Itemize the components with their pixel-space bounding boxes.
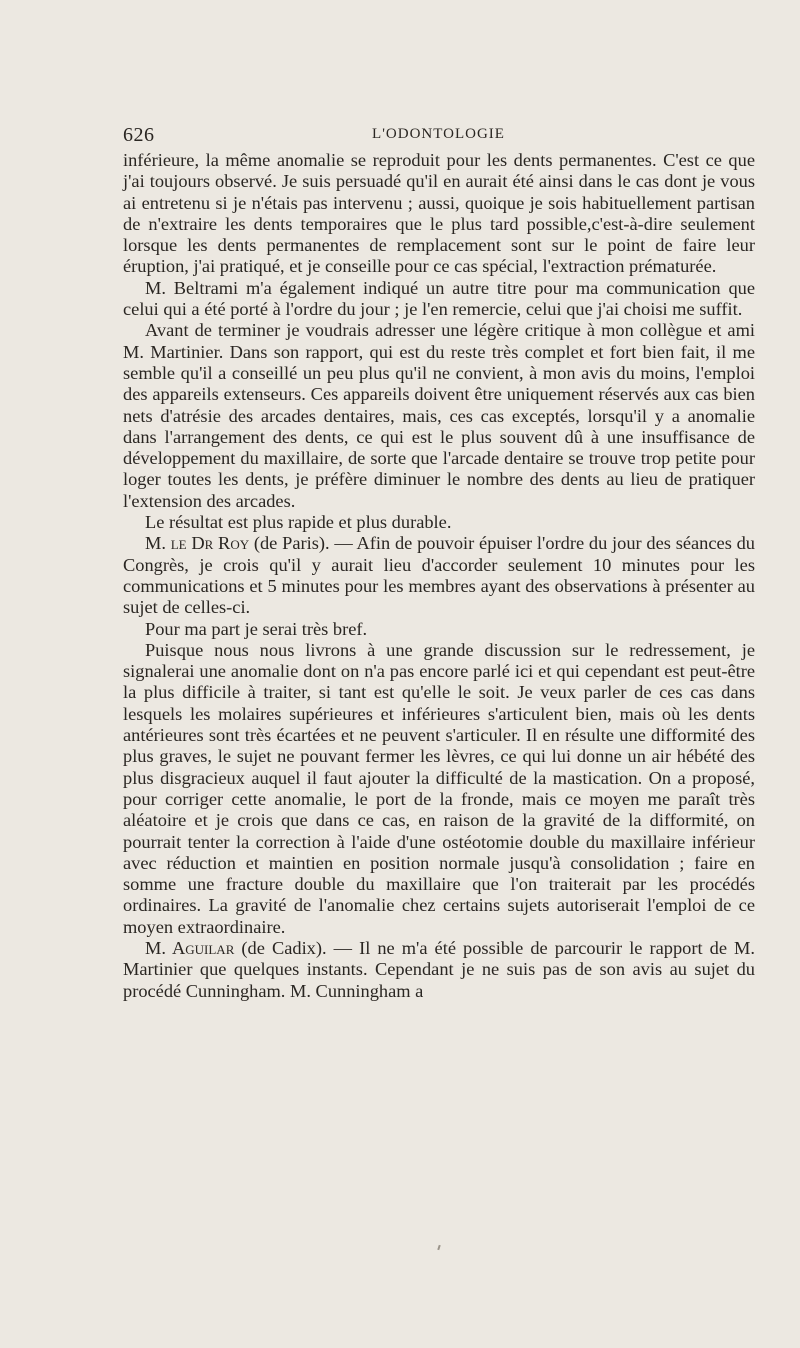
page-number: 626 — [123, 124, 155, 146]
paragraph — [123, 512, 755, 533]
paragraph — [123, 938, 755, 1002]
page-header — [123, 124, 754, 148]
paragraph-text: Le résultat est plus rapide et plus durable. — [145, 512, 452, 533]
paragraph — [123, 278, 755, 321]
paragraph-text: (de Paris). — Afin de pouvoir épuiser l'ordre du jour des séances du Congrès, je crois qu'il y aurait lieu d'accorder seulement 10 minutes pour les communications et 5 minutes pour les membres ayant des observations à présenter au sujet de celles-ci. — [123, 533, 755, 618]
paragraph-text: inférieure, la même anomalie se reproduit pour les dents permanentes. C'est ce que j'ai toujours observé. Je suis persuadé qu'il en aurait été ainsi dans le cas dont je vous ai entretenu si je n'étais pas intervenu ; aussi, quoique je sois habituellement partisan de n'extraire les dents temporaires que le plus tard possible,c'est-à-dire seulement lorsque les dents permanentes de remplacement sont sur le point de faire leur éruption, j'ai pratiqué, et je conseille pour ce cas spécial, l'extraction prématurée. — [123, 150, 755, 277]
paragraph — [123, 150, 755, 278]
paragraph-text: Avant de terminer je voudrais adresser une légère critique à mon collègue et ami M. Martinier. Dans son rapport, qui est du reste très complet et fort bien fait, il me semble qu'il a conseillé un peu plus qu'il ne convient, à mon avis du moins, l'emploi des appareils extenseurs. Ces appareils doivent être uniquement réservés aux cas bien nets d'atrésie des arcades dentaires, mais, ces cas exceptés, lorsqu'il y a anomalie dans l'arrangement des dents, ce qui est le plus souvent dû à une insuffisance de développement du maxillaire, de sorte que l'arcade dentaire se trouve trop petite pour loger toutes les dents, je préfère diminuer le nombre des dents au lieu de pratiquer l'extension des arcades. — [123, 320, 755, 511]
speaker-name: M. le Dr Roy — [145, 533, 250, 554]
ink-speck — [437, 1245, 440, 1250]
paragraph-text: (de Cadix). — Il ne m'a été possible de parcourir le rapport de M. Martinier que quelques instants. Cependant je ne suis pas de son avis au sujet du procédé Cunningham. M. Cunningham a — [123, 937, 756, 1001]
speaker-name: M. Aguilar — [145, 937, 235, 958]
paragraph-text: M. Beltrami m'a également indiqué un autre titre pour ma communication que celui qui a été porté à l'ordre du jour ; je l'en remercie, celui que j'ai choisi me suffit. — [123, 277, 755, 320]
paragraph-text: Puisque nous nous livrons à une grande discussion sur le redressement, je signalerai une anomalie dont on n'a pas encore parlé ici et qui cependant est peut-être la plus difficile à traiter, si tant est qu'elle le soit. Je veux parler de ces cas dans lesquels les molaires supérieures et inférieures s'articulent bien, mais où les dents antérieures sont très écartées et ne peuvent s'articuler. Il en résulte une difformité des plus graves, le sujet ne pouvant fermer les lèvres, ce qui lui donne un air hébété des plus disgracieux auquel il faut ajouter la difficulté de la mastication. On a proposé, pour corriger cette anomalie, le port de la fronde, mais ce moyen me paraît très aléatoire et je crois que dans ce cas, en raison de la gravité de la difformité, on pourrait tenter la correction à l'aide d'une ostéotomie double du maxillaire inférieur avec réduction et maintien en position normale jusqu'à consolidation ; faire en somme une fracture double du maxillaire que l'on traiterait par les procédés ordinaires. La gravité de l'anomalie chez certains sujets autoriserait l'emploi de ce moyen extraordinaire. — [123, 639, 755, 937]
paragraph — [123, 533, 755, 618]
paragraph — [123, 619, 755, 640]
paragraph — [123, 320, 755, 512]
paragraph — [123, 640, 755, 938]
paragraph-text: Pour ma part je serai très bref. — [145, 618, 368, 639]
running-title: L'ODONTOLOGIE — [372, 126, 505, 142]
page-body — [123, 150, 755, 1002]
